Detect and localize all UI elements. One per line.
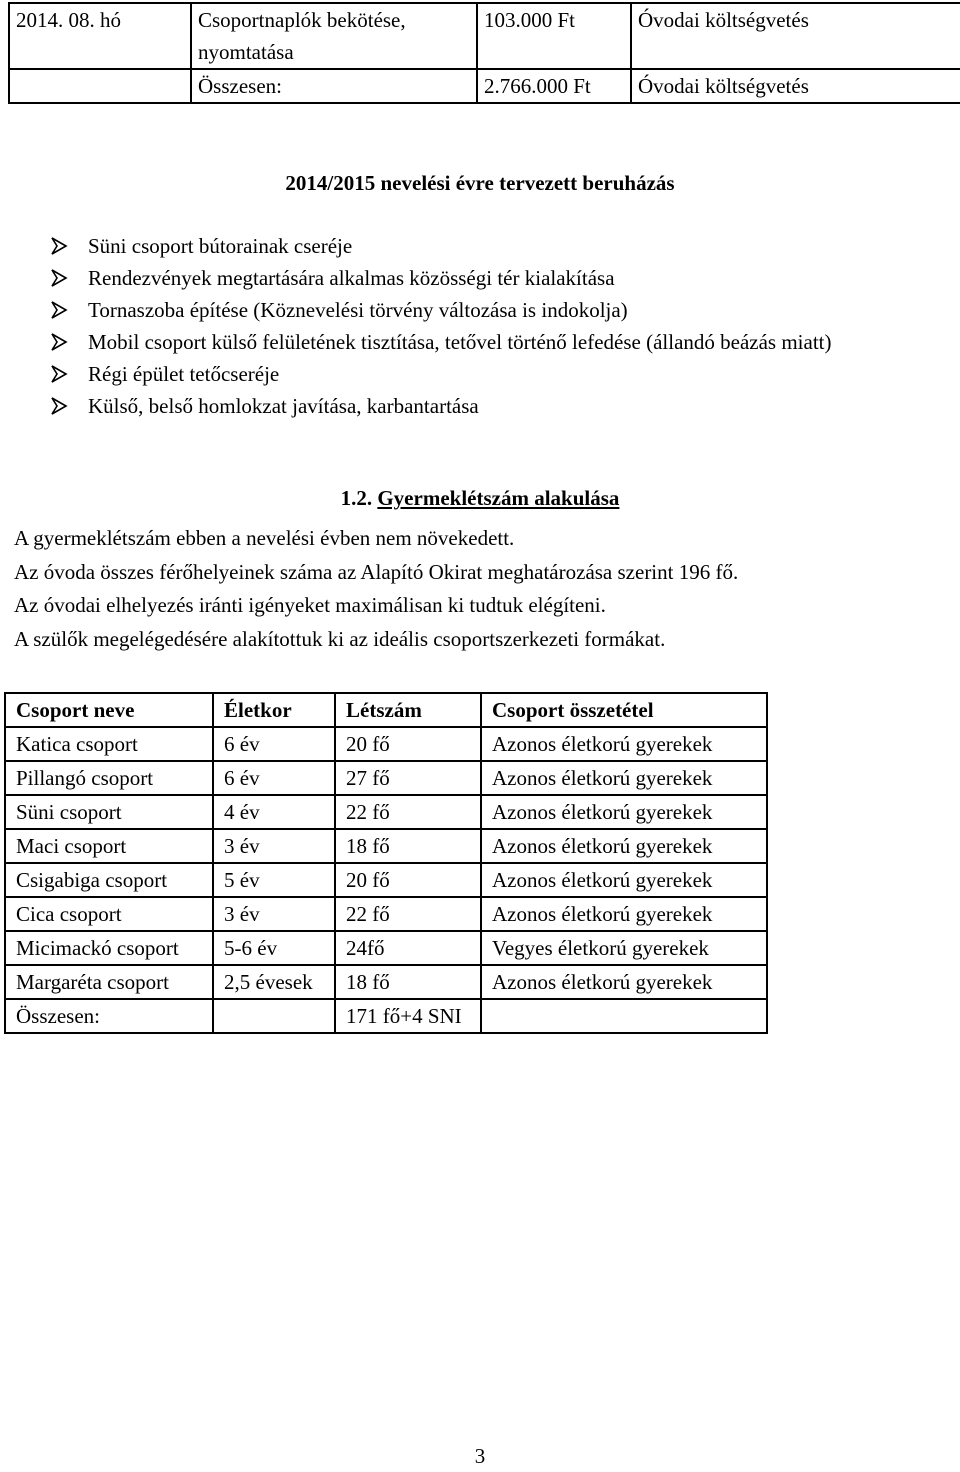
group-age: 3 év (213, 829, 335, 863)
list-item (50, 390, 910, 422)
group-age: 6 év (213, 727, 335, 761)
column-header: Csoport összetétel (481, 693, 767, 727)
arrow-bullet-icon (50, 333, 68, 351)
group-age: 5 év (213, 863, 335, 897)
paragraph: Az óvodai elhelyezés iránti igényeket maximálisan ki tudtuk elégíteni. (14, 593, 606, 617)
group-count: 20 fő (335, 863, 481, 897)
list-item-text: Külső, belső homlokzat javítása, karbantartása (88, 394, 479, 418)
total-composition (481, 999, 767, 1033)
list-item (50, 294, 910, 326)
table-row (5, 795, 767, 829)
group-composition: Azonos életkorú gyerekek (481, 795, 767, 829)
group-age: 2,5 évesek (213, 965, 335, 999)
paragraph: A gyermeklétszám ebben a nevelési évben nem növekedett. (14, 526, 515, 550)
table-row (5, 829, 767, 863)
table-row (5, 761, 767, 795)
total-age (213, 999, 335, 1033)
group-age: 3 év (213, 897, 335, 931)
table-row (5, 931, 767, 965)
total-label: Összesen: (5, 999, 213, 1033)
group-composition: Azonos életkorú gyerekek (481, 727, 767, 761)
group-composition: Azonos életkorú gyerekek (481, 829, 767, 863)
investment-list (50, 230, 910, 422)
group-age: 6 év (213, 761, 335, 795)
group-composition: Vegyes életkorú gyerekek (481, 931, 767, 965)
list-item-text: Rendezvények megtartására alkalmas közösségi tér kialakítása (88, 266, 615, 290)
groups-table (4, 692, 768, 1034)
table-row (5, 897, 767, 931)
budget-table (8, 2, 960, 104)
group-age: 4 év (213, 795, 335, 829)
investment-heading: 2014/2015 nevelési évre tervezett beruházás (285, 171, 675, 195)
budget-total-label: Összesen: (191, 69, 477, 103)
group-name: Süni csoport (5, 795, 213, 829)
list-item (50, 358, 910, 390)
budget-amount: 103.000 Ft (477, 3, 631, 69)
group-composition: Azonos életkorú gyerekek (481, 965, 767, 999)
table-row (5, 727, 767, 761)
paragraph: A szülők megelégedésére alakítottuk ki az ideális csoportszerkezeti formákat. (14, 627, 666, 651)
group-count: 20 fő (335, 727, 481, 761)
budget-description: Csoportnaplók bekötése, nyomtatása (191, 3, 477, 69)
paragraph: Az óvoda összes férőhelyeinek száma az Alapító Okirat meghatározása szerint 196 fő. (14, 560, 739, 584)
arrow-bullet-icon (50, 301, 68, 319)
group-name: Pillangó csoport (5, 761, 213, 795)
table-row (5, 965, 767, 999)
section-title-text: Gyermeklétszám alakulása (377, 486, 620, 510)
group-name: Maci csoport (5, 829, 213, 863)
arrow-bullet-icon (50, 365, 68, 383)
table-row (9, 69, 960, 103)
budget-date (9, 69, 191, 103)
list-item-text: Süni csoport bútorainak cseréje (88, 234, 353, 258)
group-count: 22 fő (335, 897, 481, 931)
list-item (50, 326, 910, 358)
arrow-bullet-icon (50, 237, 68, 255)
group-composition: Azonos életkorú gyerekek (481, 863, 767, 897)
column-header: Életkor (213, 693, 335, 727)
list-item-text: Régi épület tetőcseréje (88, 362, 280, 386)
arrow-bullet-icon (50, 397, 68, 415)
table-row (5, 863, 767, 897)
group-count: 27 fő (335, 761, 481, 795)
group-composition: Azonos életkorú gyerekek (481, 761, 767, 795)
total-count: 171 fő+4 SNI (335, 999, 481, 1033)
group-count: 22 fő (335, 795, 481, 829)
budget-source: Óvodai költségvetés (631, 3, 960, 69)
section-number: 1.2. (340, 486, 373, 510)
budget-source: Óvodai költségvetés (631, 69, 960, 103)
list-item (50, 230, 910, 262)
group-name: Margaréta csoport (5, 965, 213, 999)
group-age: 5-6 év (213, 931, 335, 965)
list-item (50, 262, 910, 294)
table-row (9, 3, 960, 69)
column-header: Létszám (335, 693, 481, 727)
table-header-row (5, 693, 767, 727)
budget-date: 2014. 08. hó (9, 3, 191, 69)
group-count: 24fő (335, 931, 481, 965)
budget-total-amount: 2.766.000 Ft (477, 69, 631, 103)
group-name: Csigabiga csoport (5, 863, 213, 897)
group-name: Cica csoport (5, 897, 213, 931)
arrow-bullet-icon (50, 269, 68, 287)
section-title (0, 482, 960, 514)
group-count: 18 fő (335, 829, 481, 863)
column-header: Csoport neve (5, 693, 213, 727)
group-composition: Azonos életkorú gyerekek (481, 897, 767, 931)
group-name: Katica csoport (5, 727, 213, 761)
group-name: Micimackó csoport (5, 931, 213, 965)
list-item-text: Tornaszoba építése (Köznevelési törvény változása is indokolja) (88, 298, 628, 322)
table-total-row (5, 999, 767, 1033)
page-number: 3 (474, 1444, 486, 1468)
list-item-text: Mobil csoport külső felületének tisztítása, tetővel történő lefedése (állandó beázás miatt) (88, 330, 832, 354)
group-count: 18 fő (335, 965, 481, 999)
